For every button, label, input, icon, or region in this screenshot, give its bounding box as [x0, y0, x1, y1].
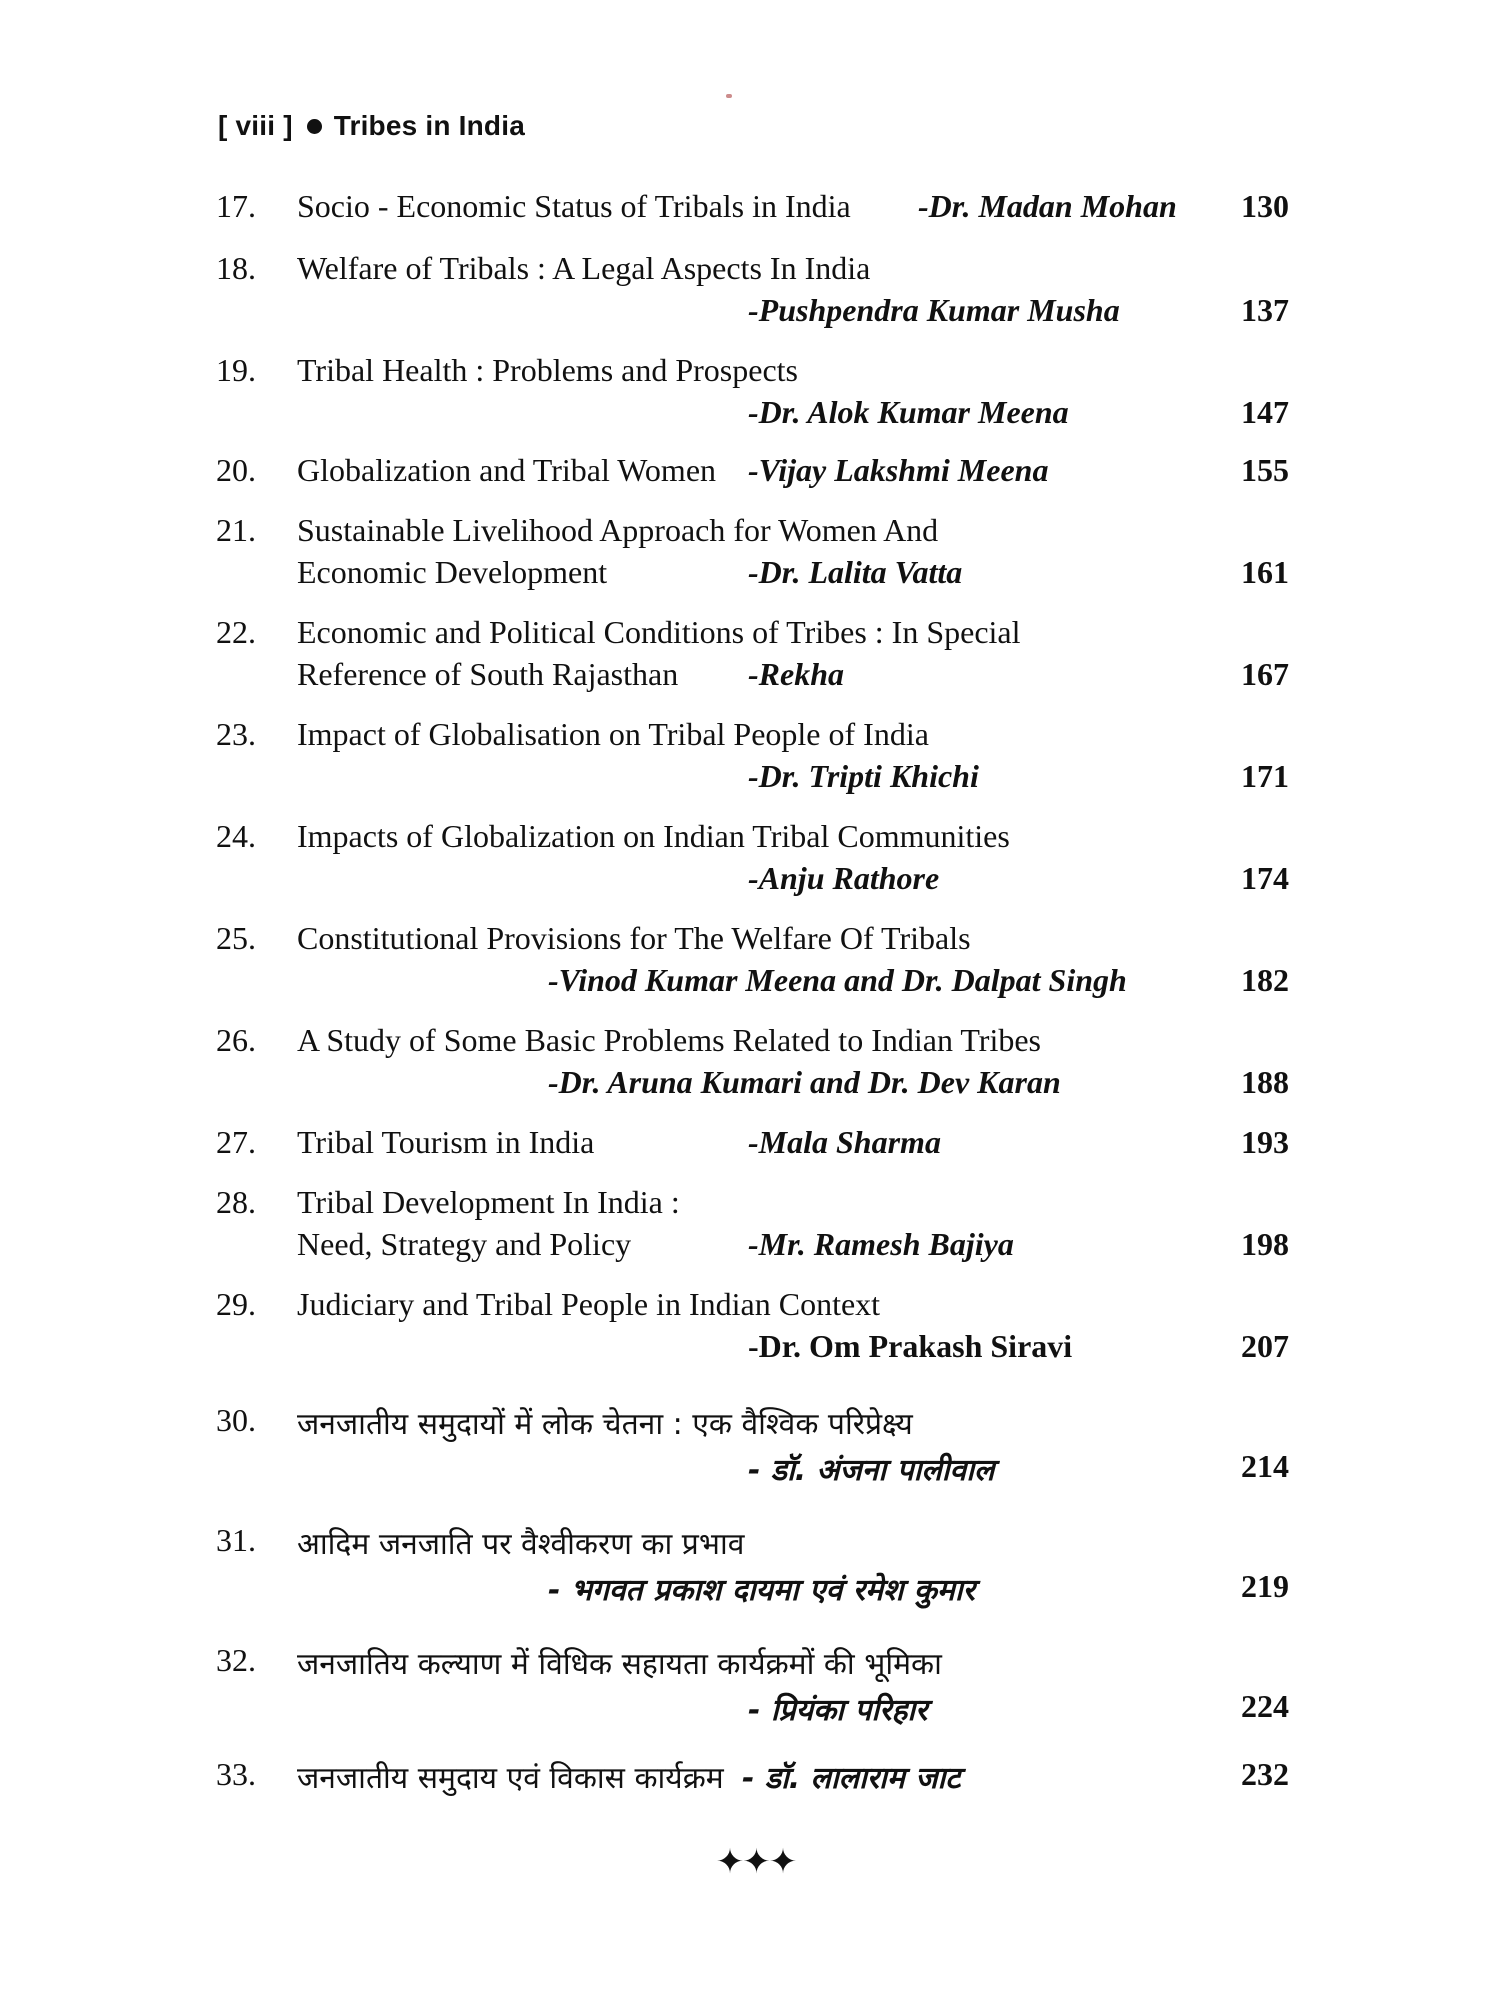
entry-title: Judiciary and Tribal People in Indian Context: [297, 1286, 881, 1322]
entry-author: -Dr. Madan Mohan: [918, 188, 1177, 224]
entry-title: Economic and Political Conditions of Tribes : In Special: [297, 614, 1021, 650]
entry-page-number: 193: [1241, 1124, 1289, 1160]
entry-number: 32.: [216, 1642, 256, 1678]
entry-title: Tribal Health : Problems and Prospects: [297, 352, 798, 388]
entry-author: -Dr. Aruna Kumari and Dr. Dev Karan: [548, 1064, 1061, 1100]
running-head: [218, 110, 525, 142]
entry-page-number: 137: [1241, 292, 1289, 328]
entry-number: 31.: [216, 1522, 256, 1558]
entry-number: 24.: [216, 818, 256, 854]
entry-page-number: 232: [1241, 1756, 1289, 1792]
entry-number: 25.: [216, 920, 256, 956]
entry-title: Tribal Tourism in India: [297, 1124, 595, 1160]
entry-title: आदिम जनजाति पर वैश्वीकरण का प्रभाव: [297, 1527, 745, 1562]
entry-title: Tribal Development In India :: [297, 1184, 680, 1220]
entry-author: -Mr. Ramesh Bajiya: [748, 1226, 1014, 1262]
running-head-page-roman: [ viii ]: [218, 110, 293, 141]
entry-number: 28.: [216, 1184, 256, 1220]
entry-number: 27.: [216, 1124, 256, 1160]
bullet-dot-icon: [307, 119, 322, 134]
entry-page-number: 130: [1241, 188, 1289, 224]
entry-title: Welfare of Tribals : A Legal Aspects In India: [297, 250, 871, 286]
entry-title-continued: Reference of South Rajasthan: [297, 656, 679, 692]
entry-author: -Dr. Lalita Vatta: [748, 554, 963, 590]
entry-number: 33.: [216, 1756, 256, 1792]
entry-author: -Dr. Alok Kumar Meena: [748, 394, 1069, 430]
entry-title: जनजातिय कल्याण में विधिक सहायता कार्यक्रमों की भूमिका: [297, 1647, 942, 1682]
entry-title-continued: Need, Strategy and Policy: [297, 1226, 632, 1262]
entry-author: - प्रियंका परिहार: [748, 1693, 928, 1728]
entry-page-number: 214: [1241, 1448, 1289, 1484]
entry-number: 17.: [216, 188, 256, 224]
entry-page-number: 155: [1241, 452, 1289, 488]
entry-title: जनजातीय समुदायों में लोक चेतना : एक वैश्विक परिप्रेक्ष्य: [297, 1407, 913, 1442]
entry-author: -Dr. Om Prakash Siravi: [748, 1328, 1073, 1364]
entry-title: Globalization and Tribal Women: [297, 452, 717, 488]
entry-page-number: 219: [1241, 1568, 1289, 1604]
entry-number: 26.: [216, 1022, 256, 1058]
entry-title: Impact of Globalisation on Tribal People of India: [297, 716, 929, 752]
entry-page-number: 198: [1241, 1226, 1289, 1262]
entry-page-number: 188: [1241, 1064, 1289, 1100]
entry-author: -Vinod Kumar Meena and Dr. Dalpat Singh: [548, 962, 1127, 998]
entry-author: -Mala Sharma: [748, 1124, 941, 1160]
end-ornament-icon: ✦✦✦: [715, 1842, 796, 1882]
ink-speck: [726, 94, 732, 98]
entry-title: Sustainable Livelihood Approach for Women And: [297, 512, 939, 548]
entry-page-number: 182: [1241, 962, 1289, 998]
entry-number: 30.: [216, 1402, 256, 1438]
entry-author: -Anju Rathore: [748, 860, 940, 896]
entry-number: 29.: [216, 1286, 256, 1322]
entry-number: 21.: [216, 512, 256, 548]
entry-number: 19.: [216, 352, 256, 388]
entry-number: 20.: [216, 452, 256, 488]
entry-title: Socio - Economic Status of Tribals in India: [297, 188, 851, 224]
entry-title: A Study of Some Basic Problems Related to Indian Tribes: [297, 1022, 1041, 1058]
entry-author: -Vijay Lakshmi Meena: [748, 452, 1049, 488]
entry-page-number: 167: [1241, 656, 1289, 692]
entry-title-continued: Economic Development: [297, 554, 608, 590]
entry-author: -Dr. Tripti Khichi: [748, 758, 979, 794]
entry-title: Constitutional Provisions for The Welfare Of Tribals: [297, 920, 971, 956]
entry-page-number: 161: [1241, 554, 1289, 590]
running-head-title: Tribes in India: [333, 110, 525, 141]
entry-page-number: 207: [1241, 1328, 1289, 1364]
entry-author: - डॉ. लालाराम जाट: [742, 1761, 961, 1796]
entry-number: 23.: [216, 716, 256, 752]
entry-number: 18.: [216, 250, 256, 286]
entry-title: Impacts of Globalization on Indian Tribal Communities: [297, 818, 1010, 854]
entry-author: - भगवत प्रकाश दायमा एवं रमेश कुमार: [548, 1573, 975, 1608]
entry-page-number: 174: [1241, 860, 1289, 896]
entry-page-number: 147: [1241, 394, 1289, 430]
entry-author: -Rekha: [748, 656, 844, 692]
entry-page-number: 224: [1241, 1688, 1289, 1724]
entry-number: 22.: [216, 614, 256, 650]
entry-author: -Pushpendra Kumar Musha: [748, 292, 1120, 328]
entry-page-number: 171: [1241, 758, 1289, 794]
entry-title: जनजातीय समुदाय एवं विकास कार्यक्रम: [297, 1761, 724, 1796]
entry-author: - डॉ. अंजना पालीवाल: [748, 1453, 995, 1488]
